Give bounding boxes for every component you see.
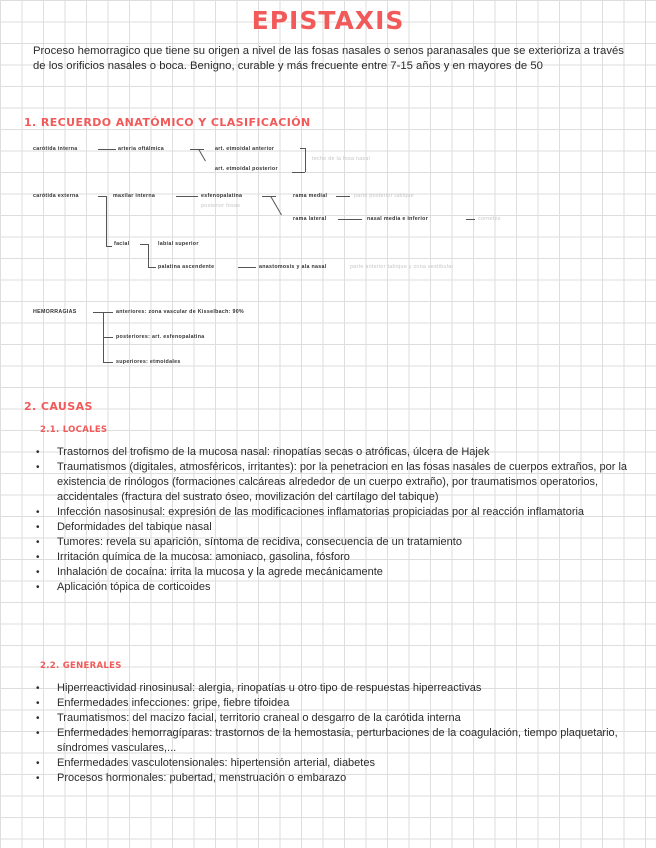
generales-list bbox=[33, 681, 633, 786]
diagram-note: parte anterior tabique y zona vestibular bbox=[350, 264, 454, 270]
list-item: • Trastornos del trofismo de la mucosa nasal: rinopatías secas o atróficas, úlcera de Hajek bbox=[33, 445, 633, 460]
diagram-node: anastomosis y ala nasal bbox=[259, 264, 327, 270]
diagram-node: rama lateral bbox=[293, 216, 327, 222]
diagram-node: art. etmoidal posterior bbox=[215, 166, 278, 172]
connector-line bbox=[98, 149, 116, 150]
connector-line bbox=[106, 246, 112, 247]
connector-line bbox=[148, 267, 156, 268]
connector-line bbox=[140, 244, 148, 245]
diagram-node: arteria oftálmica bbox=[118, 146, 165, 152]
diagram-node: maxilar interna bbox=[113, 193, 156, 199]
list-item: • Infección nasosinusal: expresión de las modificaciones inflamatorias propiciadas por al reacción inflamatoria bbox=[33, 505, 633, 520]
list-item: • Inhalación de cocaína: irrita la mucosa y la agrede mecánicamente bbox=[33, 565, 633, 580]
list-item: • Hiperreactividad rinosinusal: alergia, rinopatías u otro tipo de respuestas hiperreactivas bbox=[33, 681, 633, 696]
diagram-node: superiores: etmoidales bbox=[116, 359, 181, 365]
connector-line bbox=[103, 362, 113, 363]
diagram-node: carótida externa bbox=[33, 193, 79, 199]
list-item: • Procesos hormonales: pubertad, menstruación o embarazo bbox=[33, 771, 633, 786]
list-item: • Traumatismos (digitales, atmosféricos, irritantes): por la penetracion en las fosas nasales de cuerpos extraños, por la existencia de rinólogos (formaciones calcáreas alrededor de un cuerpo extraño), por traumatismos operatorios, accidentales (fractura del sustrato óseo, movilización del cartílago del tabique) bbox=[33, 460, 633, 505]
diagram-note: techo de la fosa nasal bbox=[312, 156, 371, 162]
connector-line bbox=[292, 172, 305, 173]
section-causes-heading: 2. CAUSAS bbox=[24, 400, 93, 413]
connector-line bbox=[190, 149, 204, 150]
diagram-note: posterior fosas bbox=[201, 203, 241, 209]
diagram-node: posteriores: art. esfenopalatina bbox=[116, 334, 205, 340]
diagram-note: cornetes bbox=[478, 216, 501, 222]
intro-paragraph: Proceso hemorragico que tiene su origen a nivel de las fosas nasales o senos paranasales que se exterioriza a través de los orificios nasales o boca. Benigno, curable y más frecuente entre 7-15 años y en mayores de 50 bbox=[33, 45, 624, 72]
connector-line bbox=[106, 196, 107, 246]
connector-line bbox=[98, 196, 106, 197]
connector-line bbox=[336, 196, 350, 197]
list-item: • Enfermedades hemorragíparas: trastornos de la hemostasia, perturbaciones de la coagulación, tiempo plaquetario, síndromes vasculares,... bbox=[33, 726, 633, 756]
page-title: EPISTAXIS bbox=[251, 6, 405, 35]
connector-line bbox=[305, 148, 306, 172]
section-anatomy-heading: 1. RECUERDO ANATÓMICO Y CLASIFICACIÓN bbox=[24, 116, 311, 129]
list-item: • Deformidades del tabique nasal bbox=[33, 520, 633, 535]
diagram-node: labial superior bbox=[158, 241, 199, 247]
list-item: • Traumatismos: del macizo facial, territorio craneal o desgarro de la carótida interna bbox=[33, 711, 633, 726]
connector-line bbox=[270, 196, 282, 216]
diagram-node: carótida interna bbox=[33, 146, 78, 152]
diagram-node: anteriores: zona vascular de Kisselbach: 90% bbox=[116, 309, 245, 315]
connector-line bbox=[238, 267, 256, 268]
connector-line bbox=[262, 196, 276, 197]
diagram-node: facial bbox=[114, 241, 130, 247]
locales-list bbox=[33, 445, 633, 595]
connector-line bbox=[198, 149, 206, 162]
diagram-node: esfenopalatina bbox=[201, 193, 243, 199]
connector-line bbox=[148, 244, 149, 268]
list-item: • Irritación química de la mucosa: amoniaco, gasolina, fósforo bbox=[33, 550, 633, 565]
list-item: • Enfermedades infecciones: gripe, fiebre tifoidea bbox=[33, 696, 633, 711]
diagram-node: nasal media e inferior bbox=[367, 216, 429, 222]
list-item: • Enfermedades vasculotensionales: hipertensión arterial, diabetes bbox=[33, 756, 633, 771]
diagram-node: rama medial bbox=[293, 193, 328, 199]
connector-line bbox=[176, 196, 198, 197]
diagram-note: parte posterior tabique bbox=[354, 193, 414, 199]
locales-heading: 2.1. LOCALES bbox=[40, 425, 108, 435]
generales-heading: 2.2. GENERALES bbox=[40, 661, 122, 671]
diagram-node: palatina ascendente bbox=[158, 264, 215, 270]
list-item: • Tumores: revela su aparición, síntoma de recidiva, consecuencia de un tratamiento bbox=[33, 535, 633, 550]
diagram-node: art. etmoidal anterior bbox=[215, 146, 275, 152]
connector-line bbox=[103, 312, 113, 313]
connector-line bbox=[103, 337, 113, 338]
connector-line bbox=[466, 219, 475, 220]
diagram-node: HEMORRAGIAS bbox=[33, 309, 77, 315]
connector-line bbox=[93, 312, 103, 313]
connector-line bbox=[338, 219, 362, 220]
list-item: • Aplicación tópica de corticoides bbox=[33, 580, 633, 595]
